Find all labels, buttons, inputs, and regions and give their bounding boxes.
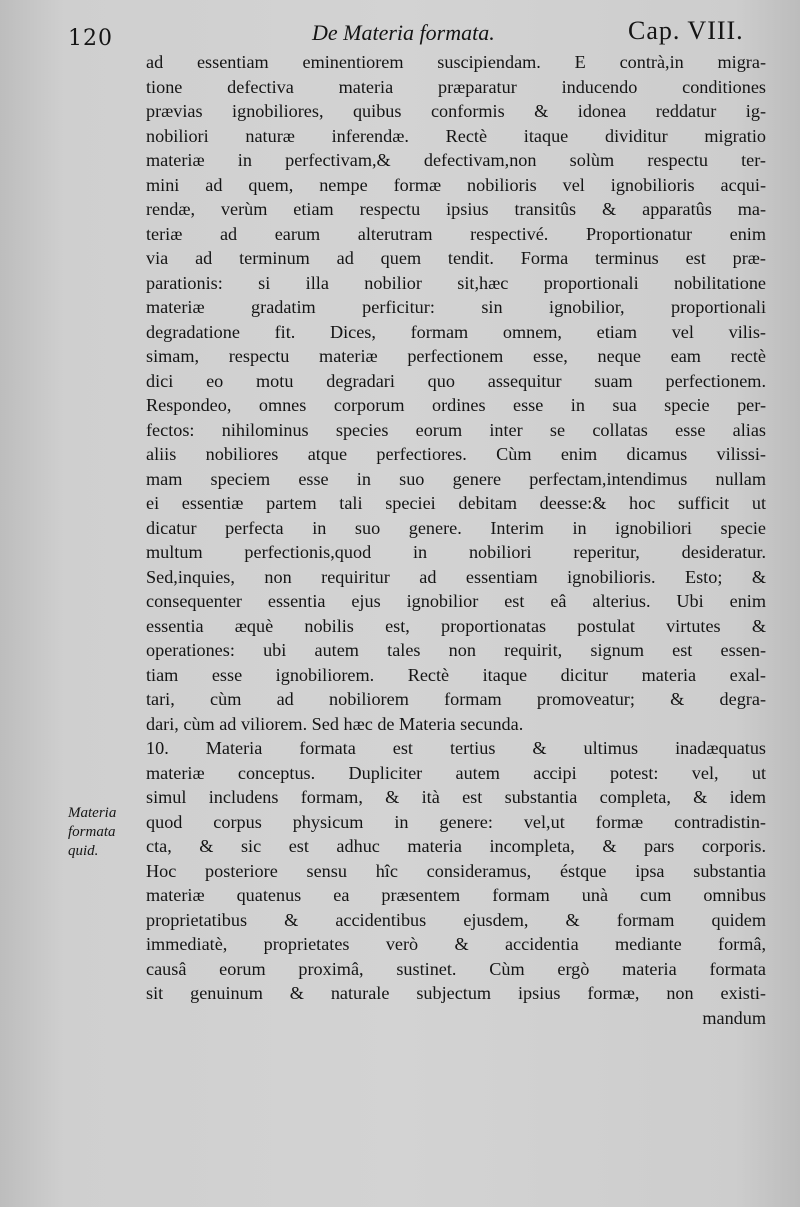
page-header <box>0 12 800 52</box>
text-line: ei essentiæ partem tali speciei debitam deesse:& hoc sufficit ut <box>146 493 766 513</box>
text-line: 10. Materia formata est tertius & ultimus inadæquatus <box>146 738 766 758</box>
text-line: essentia æquè nobilis est, proportionatas postulat virtutes & <box>146 615 766 636</box>
text-line: rendæ, verùm etiam respectu ipsius transitûs & apparatûs ma- <box>146 199 766 219</box>
text-line: Respondeo, omnes corporum ordines esse in sua specie per- <box>146 395 766 415</box>
text-line: nobiliori naturæ inferendæ. Rectè itaque dividitur migratio <box>146 125 766 146</box>
text-line: teriæ ad earum alterutram respectivé. Proportionatur enim <box>146 223 766 244</box>
text-line: simam, respectu materiæ perfectionem esse, neque eam rectè <box>146 346 766 366</box>
body-text <box>146 50 766 1030</box>
text-line: tiam esse ignobiliorem. Rectè itaque dicitur materia exal- <box>146 664 766 685</box>
text-line: operationes: ubi autem tales non requirit, signum est essen- <box>146 640 766 660</box>
text-line: via ad terminum ad quem tendit. Forma terminus est præ- <box>146 248 766 268</box>
margin-note-line: formata <box>68 824 116 840</box>
running-title: De Materia formata. <box>312 20 495 45</box>
text-line: degradatione fit. Dices, formam omnem, etiam vel vilis- <box>146 321 766 342</box>
text-line: tione defectiva materia præparatur inducendo conditiones <box>146 76 766 97</box>
text-line: quod corpus physicum in genere: vel,ut formæ contradistin- <box>146 811 766 832</box>
text-line: materiæ conceptus. Dupliciter autem accipi potest: vel, ut <box>146 762 766 783</box>
text-line: ad essentiam eminentiorem suscipiendam. E contrà,in migra- <box>146 52 766 72</box>
text-line: materiæ quatenus ea præsentem formam unà cum omnibus <box>146 885 766 905</box>
text-line: sit genuinum & naturale subjectum ipsius formæ, non existi- <box>146 983 766 1003</box>
text-line: consequenter essentia ejus ignobilior est eâ alterius. Ubi enim <box>146 591 766 611</box>
text-line: causâ eorum proximâ, sustinet. Cùm ergò materia formata <box>146 958 766 979</box>
text-line: simul includens formam, & ità est substantia completa, & idem <box>146 787 766 807</box>
text-line: multum perfectionis,quod in nobiliori reperitur, desideratur. <box>146 542 766 562</box>
margin-note <box>68 804 146 861</box>
text-line: proprietatibus & accidentibus ejusdem, & formam quidem <box>146 909 766 930</box>
text-line: materiæ gradatim perficitur: sin ignobilior, proportionali <box>146 297 766 317</box>
text-line: Hoc posteriore sensu hîc consideramus, éstque ipsa substantia <box>146 860 766 881</box>
text-line: tari, cùm ad nobiliorem formam promoveatur; & degra- <box>146 689 766 709</box>
text-line: immediatè, proprietates verò & accidentia mediante formâ, <box>146 934 766 954</box>
text-line: mam speciem esse in suo genere perfectam,intendimus nullam <box>146 468 766 489</box>
margin-note-line: Materia <box>68 805 117 821</box>
text-line: dici eo motu degradari quo assequitur suam perfectionem. <box>146 370 766 391</box>
text-line: cta, & sic est adhuc materia incompleta, & pars corporis. <box>146 836 766 856</box>
text-line: prævias ignobiliores, quibus conformis & idonea reddatur ig- <box>146 101 766 121</box>
text-line: fectos: nihilominus species eorum inter se collatas esse alias <box>146 419 766 440</box>
text-line: parationis: si illa nobilior sit,hæc proportionali nobilitatione <box>146 272 766 293</box>
text-line: aliis nobiliores atque perfectiores. Cùm enim dicamus vilissi- <box>146 444 766 464</box>
text-line: dicatur perfecta in suo genere. Interim in ignobiliori specie <box>146 517 766 538</box>
text-line: mini ad quem, nempe formæ nobilioris vel ignobilioris acqui- <box>146 174 766 195</box>
text-line: materiæ in perfectivam,& defectivam,non solùm respectu ter- <box>146 150 766 170</box>
margin-note-line: quid. <box>68 843 99 859</box>
catchword: mandum <box>702 1007 766 1028</box>
chapter-heading: Cap. VIII. <box>628 16 744 45</box>
text-line: dari, cùm ad viliorem. Sed hæc de Materia secunda. <box>146 713 524 734</box>
text-line: Sed,inquies, non requiritur ad essentiam ignobilioris. Esto; & <box>146 566 766 587</box>
page-number: 120 <box>68 26 113 51</box>
